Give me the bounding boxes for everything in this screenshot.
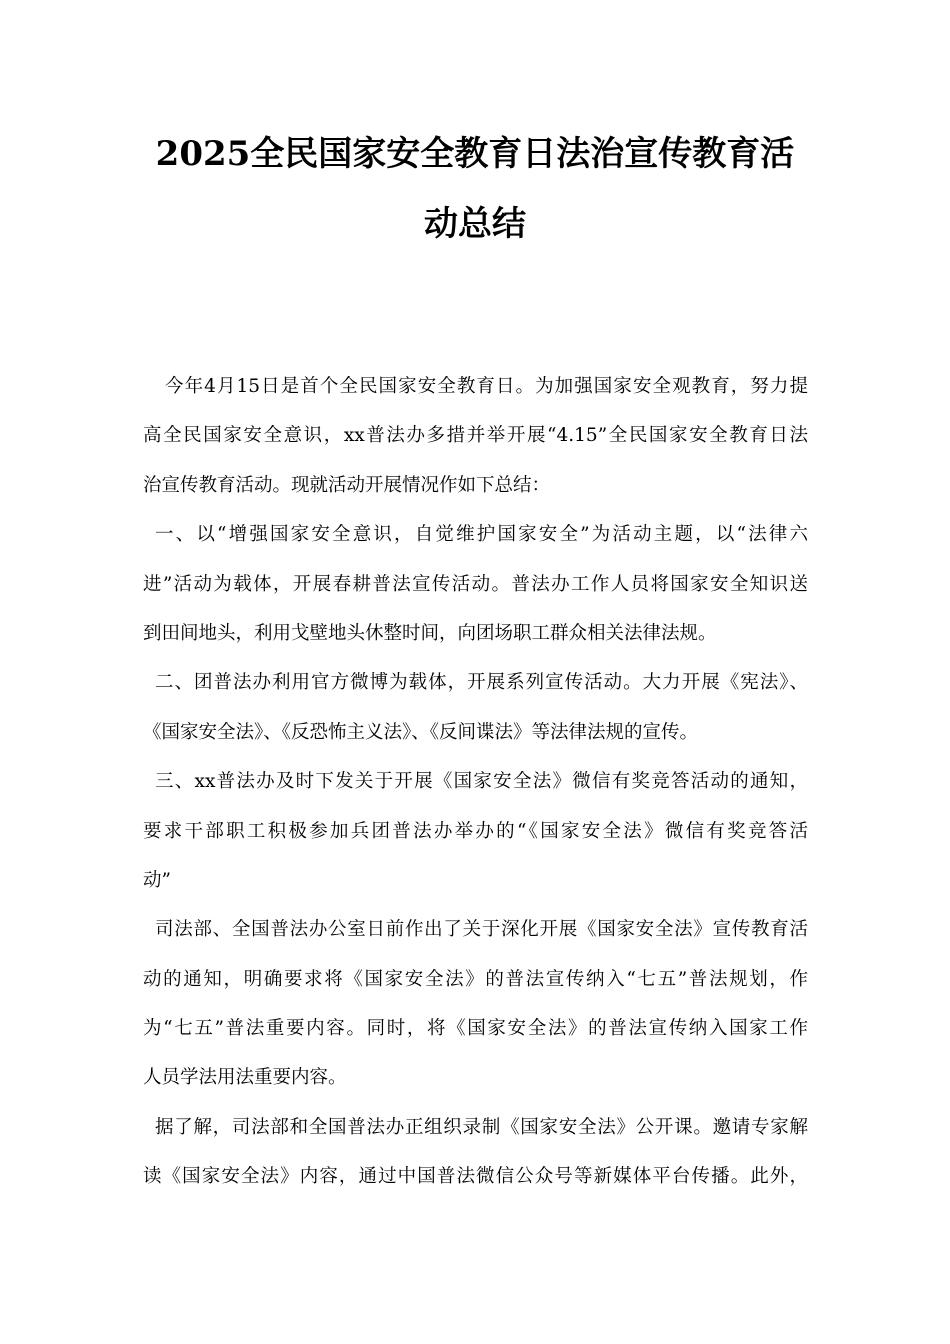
text-line: 高全民国家安全意识，xx普法办多措并举开展“4.15”全民国家安全教育日法 — [143, 425, 808, 447]
document-body — [143, 362, 808, 1202]
text-line: 读《国家安全法》内容，通过中国普法微信公众号等新媒体平台传播。此外， — [143, 1166, 808, 1188]
paragraph-ministry-notice — [143, 905, 808, 1103]
paragraph-open-course — [143, 1103, 808, 1202]
text-line: 到田间地头，利用戈壁地头休整时间，向团场职工群众相关法律法规。 — [143, 622, 717, 644]
paragraph-item-2 — [143, 658, 808, 757]
text-line: 治宣传教育活动。现就活动开展情况作如下总结： — [143, 474, 551, 496]
document-title-line-2: 动总结 — [424, 204, 526, 244]
text-line: 动的通知，明确要求将《国家安全法》的普法宣传纳入“七五”普法规划，作 — [143, 968, 808, 990]
document-title-line-1: 2025全民国家安全教育日法治宣传教育活 — [155, 134, 795, 174]
paragraph-intro — [143, 362, 808, 510]
text-line: 要求干部职工积极参加兵团普法办举办的“《国家安全法》微信有奖竞答活 — [143, 820, 808, 842]
text-line: 二、团普法办利用官方微博为载体，开展系列宣传活动。大力开展《宪法》、 — [155, 672, 808, 694]
text-line: 三、xx普法办及时下发关于开展《国家安全法》微信有奖竞答活动的通知， — [155, 771, 808, 793]
paragraph-item-3 — [143, 757, 808, 905]
text-line: 一、以“增强国家安全意识，自觉维护国家安全”为活动主题，以“法律六 — [155, 524, 808, 546]
text-line: 进”活动为载体，开展春耕普法宣传活动。普法办工作人员将国家安全知识送 — [143, 573, 808, 595]
text-line: 人员学法用法重要内容。 — [143, 1067, 347, 1089]
text-line: 为“七五”普法重要内容。同时，将《国家安全法》的普法宣传纳入国家工作 — [143, 1018, 808, 1040]
text-line: 动” — [143, 869, 171, 891]
text-line: 司法部、全国普法办公室日前作出了关于深化开展《国家安全法》宣传教育活 — [155, 919, 808, 941]
paragraph-item-1 — [143, 510, 808, 658]
text-line: 今年4月15日是首个全民国家安全教育日。为加强国家安全观教育，努力提 — [165, 376, 808, 397]
text-line: 据了解，司法部和全国普法办正组织录制《国家安全法》公开课。邀请专家解 — [155, 1116, 808, 1138]
text-line: 《国家安全法》、《反恐怖主义法》、《反间谍法》等法律法规的宣传。 — [143, 721, 699, 743]
